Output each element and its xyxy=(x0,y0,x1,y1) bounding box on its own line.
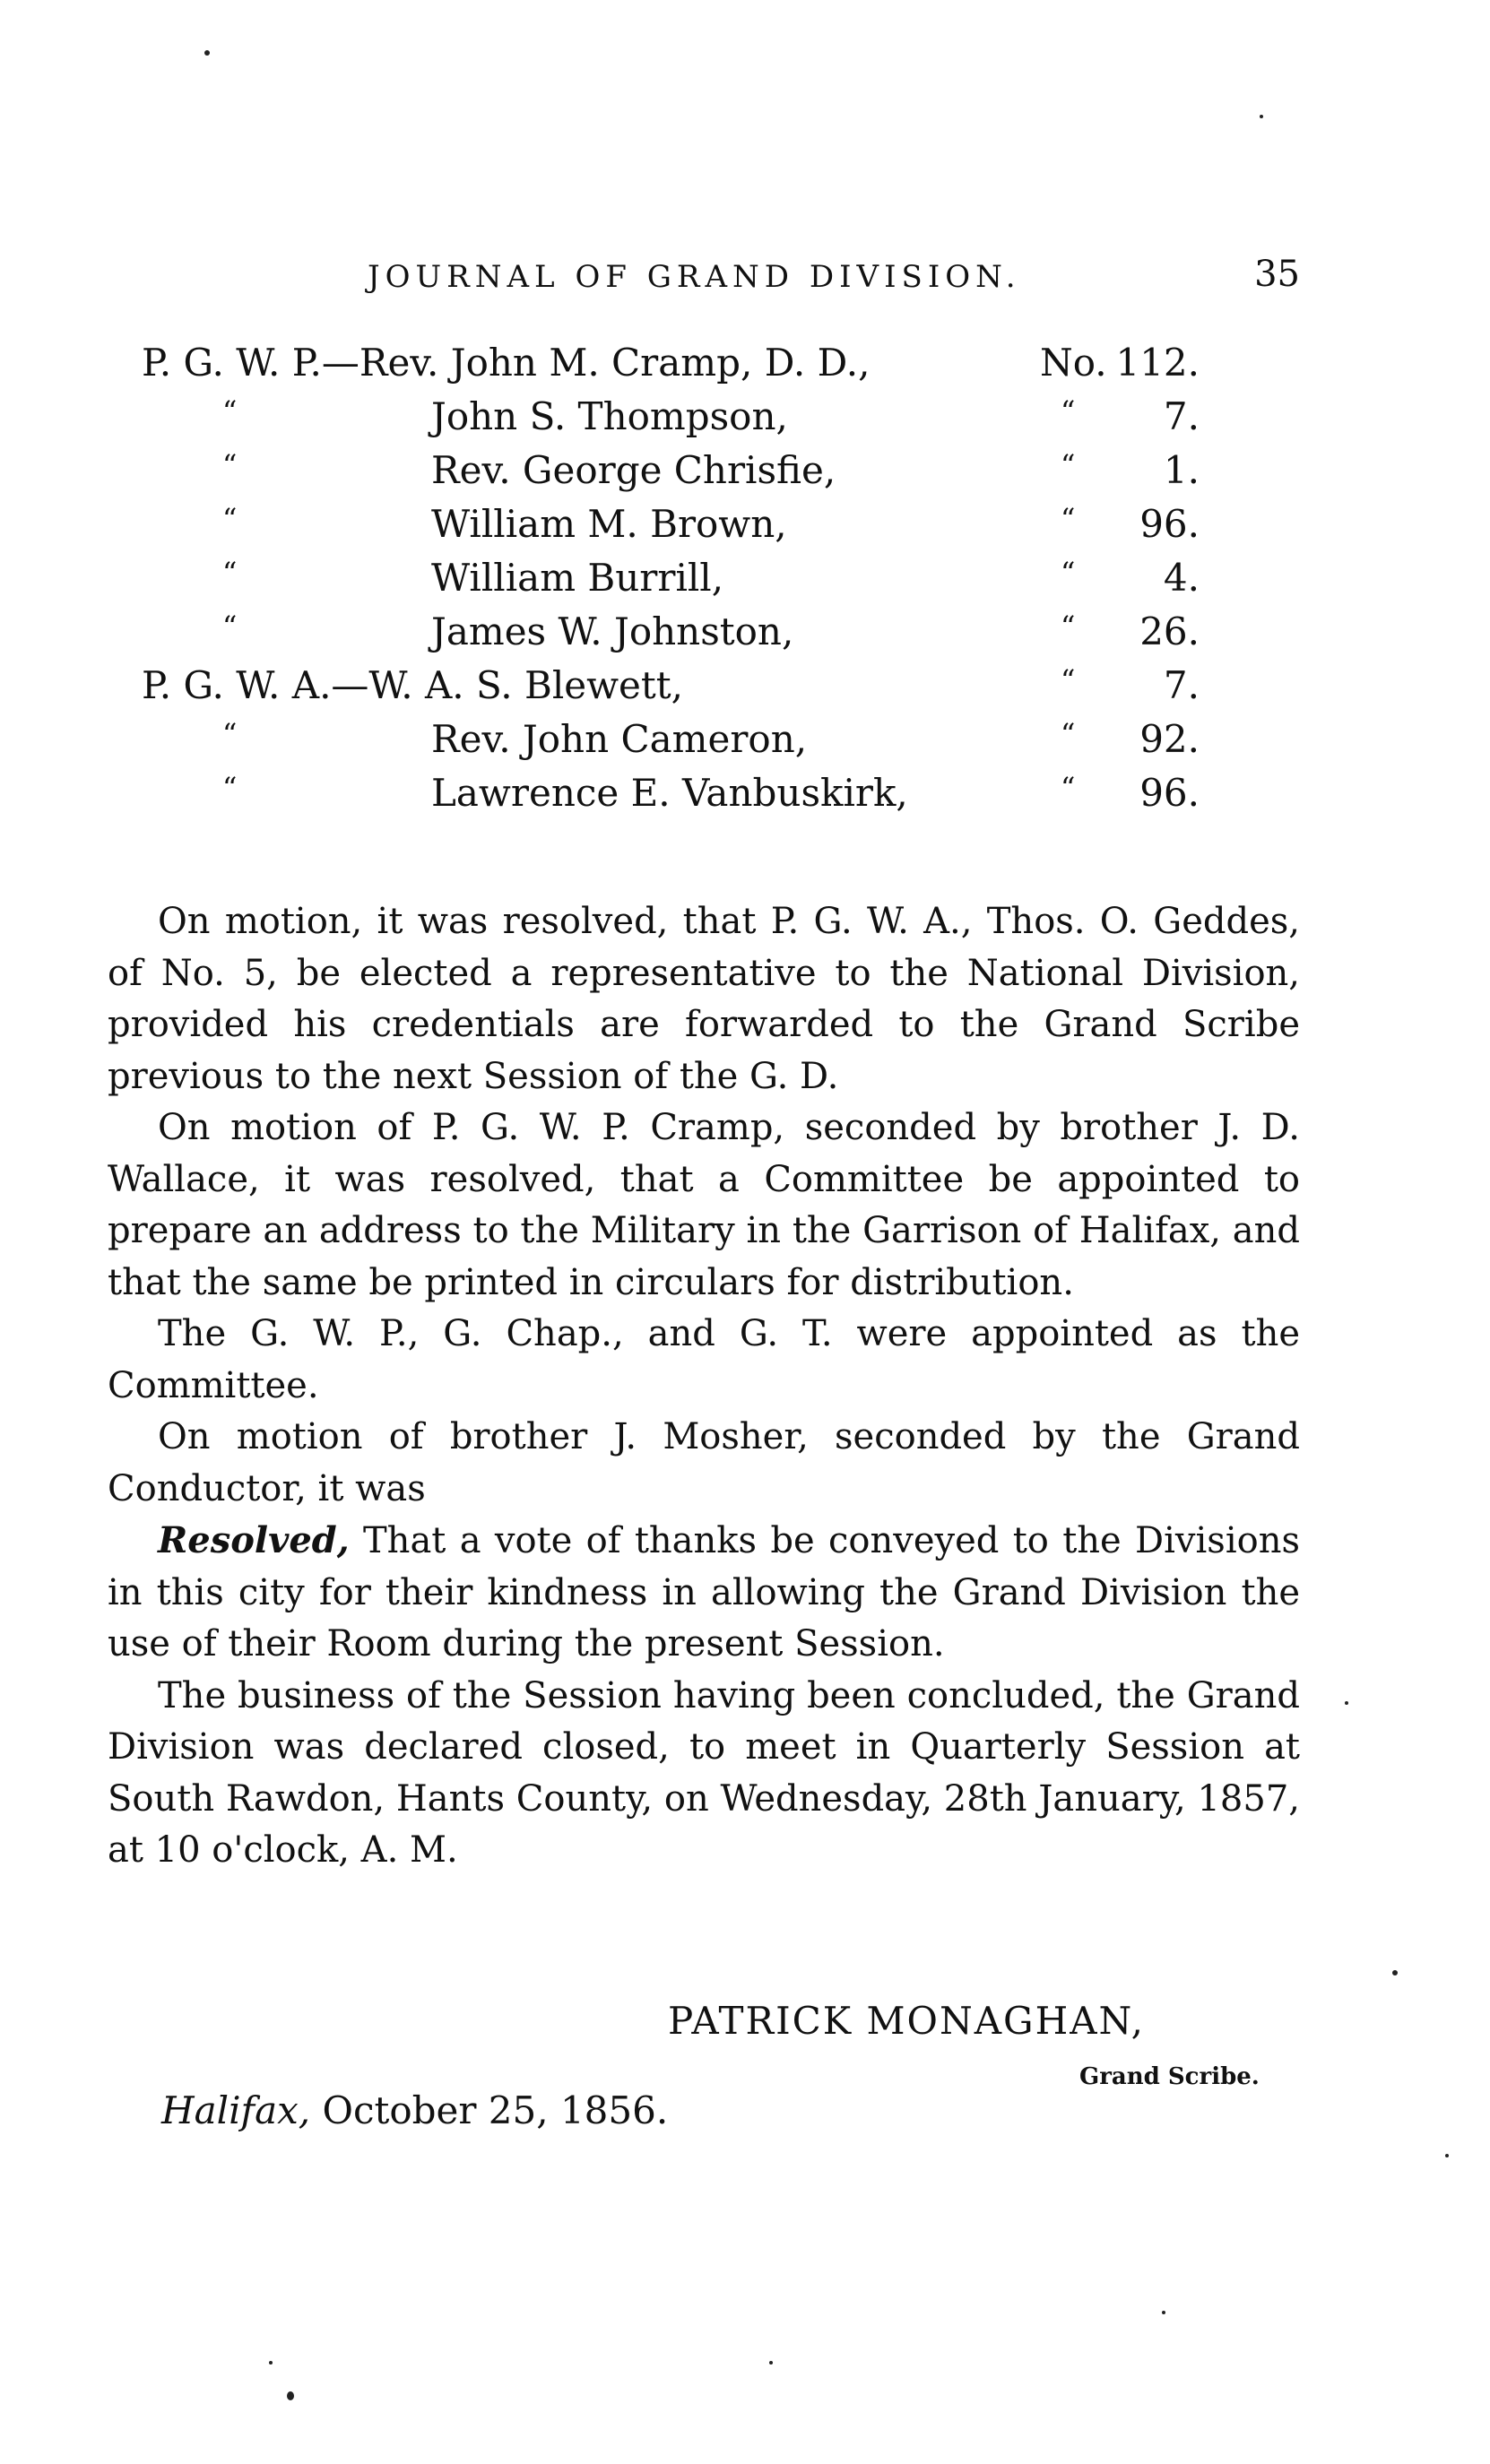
roster-office-name: P. G. W. A.—W. A. S. Blewett, xyxy=(142,663,684,707)
resolution-text: That a vote of thanks be conveyed to the Divisions in this city for their kindness in allowing the Grand Division the use of their Room during the present Session. xyxy=(108,1520,1300,1664)
roster-division-number: 26. xyxy=(1139,610,1200,653)
roster-name: Lawrence E. Vanbuskirk, xyxy=(431,771,908,815)
roster-number-label: No. xyxy=(1040,341,1107,385)
resolved-lead: Resolved, xyxy=(158,1519,350,1561)
ditto-mark: “ xyxy=(1061,502,1076,536)
motion-paragraph: On motion, it was resolved, that P. G. W. A., Thos. O. Geddes, of No. 5, be elected a representative to the National Division, provided his credentials are forwarded to the Grand Scribe previous to the next Session of the G. D. xyxy=(108,901,1300,1097)
scan-speck xyxy=(1392,1970,1398,1976)
scan-speck xyxy=(769,2361,773,2365)
roster-row xyxy=(142,394,1200,448)
ditto-mark: “ xyxy=(222,448,238,482)
roster-row xyxy=(142,556,1200,610)
motion-paragraph: On motion of brother J. Mosher, seconded by the Grand Conductor, it was xyxy=(108,1416,1300,1509)
ditto-mark: “ xyxy=(222,556,238,590)
roster-row xyxy=(142,448,1200,502)
scan-speck xyxy=(204,50,210,56)
closing-paragraph: The business of the Session having been concluded, the Grand Division was declared closed, to meet in Quarterly Session at South Rawdon, Hants County, on Wednesday, 28th January, 1857, at 10 o'clock, A. M. xyxy=(108,1674,1300,1871)
roster-division-number: 92. xyxy=(1139,717,1200,761)
scan-speck xyxy=(1162,2311,1165,2314)
roster-name: William Burrill, xyxy=(431,556,724,600)
ditto-mark: “ xyxy=(222,502,238,536)
dateline xyxy=(161,2088,668,2132)
roster-division-number: 7. xyxy=(1163,394,1200,438)
roster-name: James W. Johnston, xyxy=(431,610,794,653)
roster-office-name: P. G. W. P.—Rev. John M. Cramp, D. D., xyxy=(142,341,871,385)
roster-division-number: 4. xyxy=(1163,556,1200,600)
roster-division-number: 96. xyxy=(1139,771,1200,815)
roster-name: John S. Thompson, xyxy=(431,394,788,438)
scan-speck xyxy=(1345,1701,1348,1705)
ditto-mark: “ xyxy=(1061,556,1076,590)
signature-name: PATRICK MONAGHAN, xyxy=(668,1999,1145,2043)
ditto-mark: “ xyxy=(1061,448,1076,482)
roster-name: William M. Brown, xyxy=(431,502,787,546)
roster-name: Rev. John Cameron, xyxy=(431,717,808,761)
committee-paragraph: The G. W. P., G. Chap., and G. T. were appointed as the Committee. xyxy=(108,1313,1300,1406)
roster-division-number: 1. xyxy=(1163,448,1200,492)
roster-row xyxy=(142,502,1200,556)
roster-name: Rev. George Chrisfie, xyxy=(431,448,836,492)
motion-paragraph: On motion of P. G. W. P. Cramp, seconded by brother J. D. Wallace, it was resolved, that a Committee be appointed to prepare an address to the Military in the Garrison of Halifax, and that the same be printed in circulars for distribution. xyxy=(108,1107,1300,1303)
scan-speck xyxy=(1260,115,1263,118)
ditto-mark: “ xyxy=(222,771,238,805)
ditto-mark: “ xyxy=(222,394,238,428)
ditto-mark: “ xyxy=(222,610,238,644)
dateline-place: Halifax, xyxy=(161,2088,311,2132)
page-header xyxy=(134,254,1300,298)
roster-row xyxy=(142,663,1200,717)
scan-speck xyxy=(1445,2154,1449,2157)
ditto-mark: “ xyxy=(1061,610,1076,644)
ditto-mark: “ xyxy=(1061,394,1076,428)
signature-title: Grand Scribe. xyxy=(1079,2063,1260,2090)
roster-row xyxy=(142,341,1200,394)
roster-division-number: 96. xyxy=(1139,502,1200,546)
ditto-mark: “ xyxy=(222,717,238,751)
running-title: JOURNAL OF GRAND DIVISION. xyxy=(368,259,1021,295)
resolution-paragraph xyxy=(108,1515,1300,1671)
roster-row xyxy=(142,610,1200,663)
scan-speck xyxy=(269,2361,273,2365)
ditto-mark: “ xyxy=(1061,771,1076,805)
ditto-mark: “ xyxy=(1061,663,1076,697)
roster-row xyxy=(142,771,1200,825)
roster-division-number: 112. xyxy=(1115,341,1200,385)
scan-speck xyxy=(287,2391,294,2400)
dateline-date: October 25, 1856. xyxy=(310,2088,669,2132)
ditto-mark: “ xyxy=(1061,717,1076,751)
roster-row xyxy=(142,717,1200,771)
page-number: 35 xyxy=(1254,254,1300,295)
officer-roster xyxy=(142,341,1200,825)
minutes-body xyxy=(108,896,1300,1877)
roster-division-number: 7. xyxy=(1163,663,1200,707)
